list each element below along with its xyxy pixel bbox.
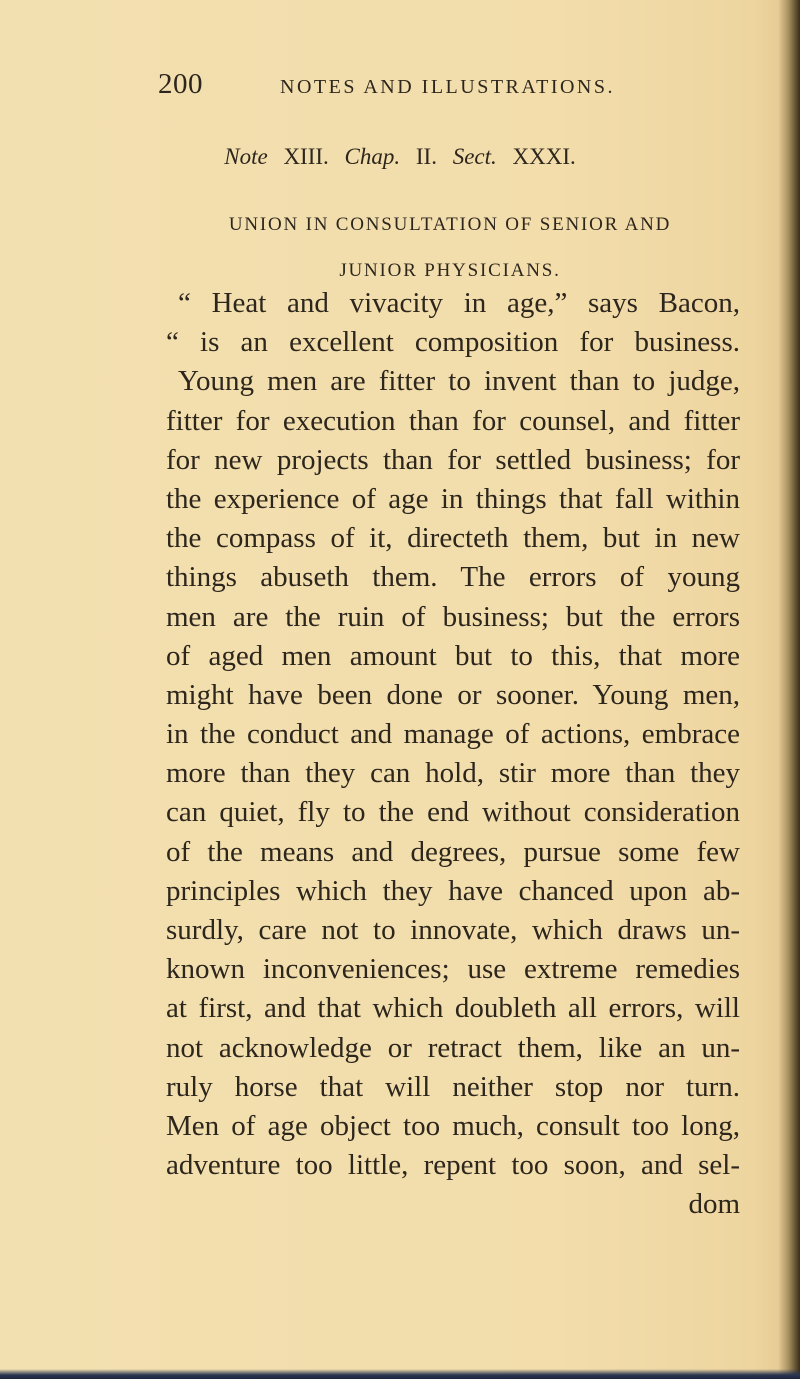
text-line: in the conduct and manage of actions, embrace <box>166 718 740 751</box>
text-line: adventure too little, repent too soon, and sel- <box>166 1149 740 1182</box>
body-text <box>166 284 740 1225</box>
note-reference <box>0 144 800 170</box>
text-line: more than they can hold, stir more than they <box>166 757 740 790</box>
page-number: 200 <box>158 68 203 100</box>
text-line: fitter for execution than for counsel, and fitter <box>166 404 740 437</box>
chapter-label: Chap. II. <box>344 144 437 169</box>
text-line: at first, and that which doubleth all errors, will <box>166 992 740 1025</box>
text-line: Men of age object too much, consult too long, <box>166 1109 740 1142</box>
text-line: might have been done or sooner. Young men, <box>166 678 740 711</box>
text-line: known inconveniences; use extreme remedies <box>166 953 740 986</box>
section-label: Sect. XXXI. <box>452 144 576 169</box>
bottom-edge-strip <box>0 1369 800 1379</box>
text-line: the compass of it, directeth them, but in new <box>166 522 740 555</box>
text-line: things abuseth them. The errors of young <box>166 561 740 594</box>
text-line: of the means and degrees, pursue some few <box>166 835 740 868</box>
text-line: “ Heat and vivacity in age,” says Bacon, <box>178 287 740 319</box>
text-line: can quiet, fly to the end without consideration <box>166 796 740 829</box>
text-line: the experience of age in things that fall within <box>166 482 740 515</box>
section-heading-line: UNION IN CONSULTATION OF SENIOR AND <box>228 214 672 235</box>
text-line: Young men are fitter to invent than to judge, <box>178 365 740 398</box>
page-edge-shadow <box>778 0 800 1379</box>
text-line: surdly, care not to innovate, which draws un- <box>166 914 740 946</box>
text-line: for new projects than for settled business; for <box>166 443 740 476</box>
text-line: not acknowledge or retract them, like an un- <box>166 1031 740 1064</box>
text-line: “ is an excellent composition for business. <box>166 326 740 359</box>
note-label: Note XIII. <box>224 144 329 169</box>
section-heading-line: JUNIOR PHYSICIANS. <box>339 260 561 281</box>
catchword: dom <box>688 1188 740 1221</box>
text-line: ruly horse that will neither stop nor turn. <box>166 1070 740 1103</box>
text-line: of aged men amount but to this, that more <box>166 639 740 672</box>
running-title: NOTES AND ILLUSTRATIONS. <box>280 76 615 98</box>
section-heading <box>160 202 740 294</box>
text-line: men are the ruin of business; but the errors <box>166 600 740 633</box>
text-line: principles which they have chanced upon ab- <box>166 874 740 907</box>
running-head <box>0 68 800 108</box>
